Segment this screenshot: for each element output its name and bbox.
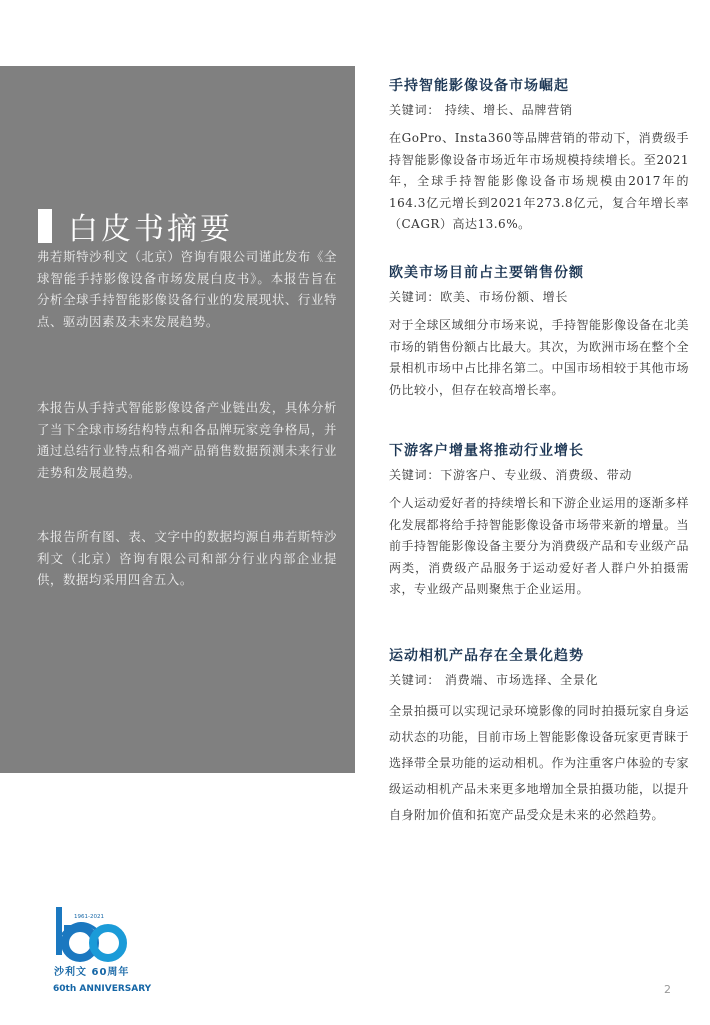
section-title: 下游客户增量将推动行业增长	[389, 443, 584, 459]
summary-paragraph-2: 本报告从手持式智能影像设备产业链出发，具体分析了当下全球市场结构特点和各品牌玩家竞争格局，并通过总结行业特点和各端产品销售数据预测未来行业走势和发展趋势。	[37, 400, 337, 480]
section-keywords: 关键词： 消费端、市场选择、全景化	[389, 673, 599, 687]
page-number: 2	[664, 983, 671, 996]
section-keywords: 关键词：下游客户、专业级、消费级、带动	[389, 468, 633, 482]
section-title: 欧美市场目前占主要销售份额	[389, 265, 584, 281]
section-market-rise	[389, 75, 689, 236]
summary-paragraph-1: 弗若斯特沙利文（北京）咨询有限公司谨此发布《全球智能手持影像设备市场发展白皮书》。本报告旨在分析全球手持智能影像设备行业的发展现状、行业特点、驱动因素及未来发展趋势。	[37, 249, 337, 329]
section-western-markets	[389, 262, 689, 401]
section-title: 手持智能影像设备市场崛起	[389, 78, 569, 94]
section-panoramic	[389, 645, 689, 828]
section-body: 在GoPro、Insta360等品牌营销的带动下，消费级手持智能影像设备市场近年市场规模持续增长。至2021年，全球手持智能影像设备市场规模由2017年的164.3亿元增长到2021年273.8亿元，复合年增长率（CAGR）高达13.6%。	[389, 131, 689, 231]
logo-years: 1961-2021	[74, 914, 104, 920]
summary-paragraph-3: 本报告所有图、表、文字中的数据均源自弗若斯特沙利文（北京）咨询有限公司和部分行业内部企业提供，数据均采用四舍五入。	[37, 529, 337, 587]
section-keywords: 关键词：欧美、市场份额、增长	[389, 290, 569, 304]
logo-brand: 沙利文 60周年	[54, 967, 130, 978]
section-keywords: 关键词： 持续、增长、品牌营销	[389, 103, 573, 117]
section-body: 对于全球区域细分市场来说，手持智能影像设备在北美市场的销售份额占比最大。其次，为欧洲市场在整个全景相机市场中占比排名第二。中国市场相较于其他市场仍比较小，但存在较高增长率。	[389, 318, 690, 397]
section-body: 个人运动爱好者的持续增长和下游企业运用的逐渐多样化发展都将给手持智能影像设备市场带来新的增量。当前手持智能影像设备主要分为消费级产品和专业级产品两类，消费级产品服务于运动爱好者人群户外拍摄需求，专业级产品则聚焦于企业运用。	[389, 496, 690, 596]
section-body: 全景拍摄可以实现记录环境影像的同时拍摄玩家自身运动状态的功能，目前市场上智能影像设备玩家更青睐于选择带全景功能的运动相机。作为注重客户体验的专家级运动相机产品未来更多地增加全景拍摄功能，以提升自身附加价值和拓宽产品受众是未来的必然趋势。	[389, 704, 690, 822]
summary-title: 白皮书摘要	[68, 212, 233, 247]
summary-heading	[38, 204, 233, 248]
section-downstream	[389, 440, 689, 601]
logo-anniversary: 60th ANNIVERSARY	[53, 984, 152, 994]
heading-bar	[38, 209, 52, 243]
section-title: 运动相机产品存在全景化趋势	[389, 648, 584, 664]
